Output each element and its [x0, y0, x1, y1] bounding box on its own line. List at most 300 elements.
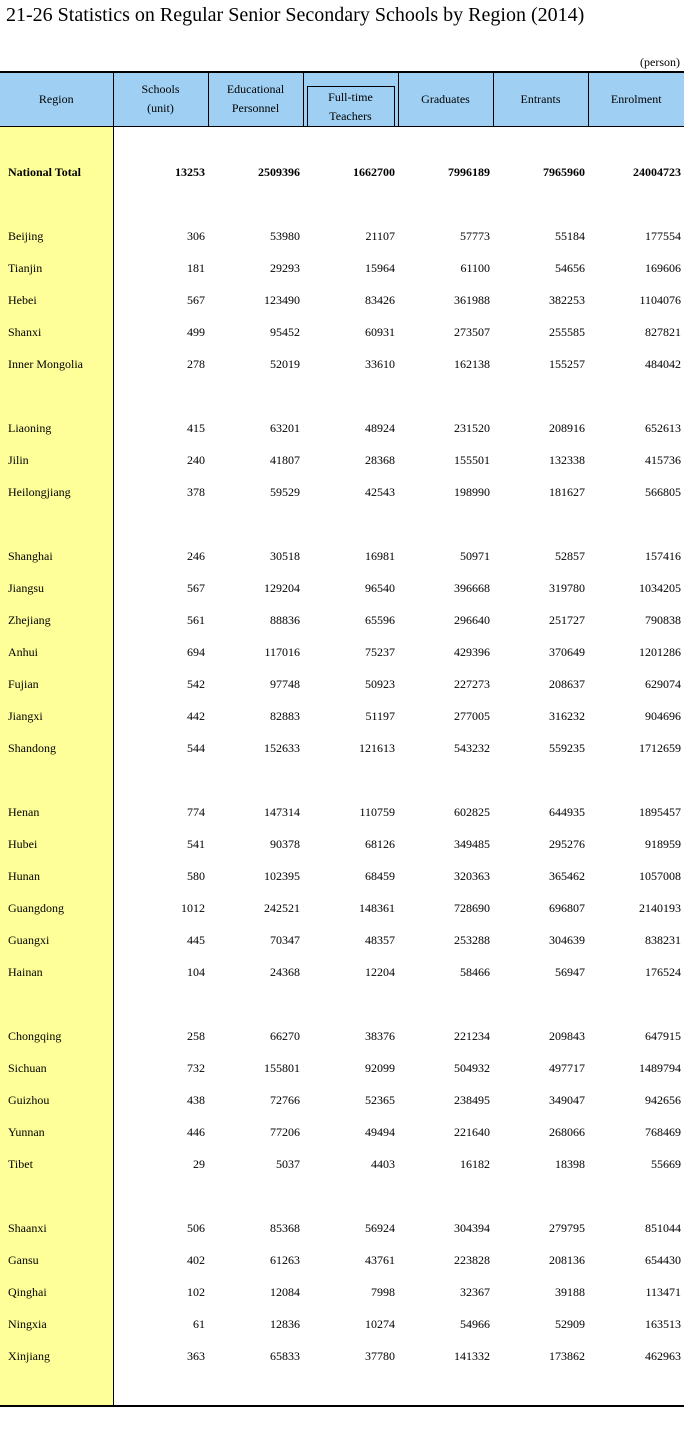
cell-educational-personnel: 59529 [270, 485, 300, 499]
spacer-cell [113, 1373, 208, 1406]
cell-schools: 438 [187, 1093, 205, 1107]
table-row [0, 669, 684, 701]
cell-fulltime-teachers: 37780 [365, 1349, 395, 1363]
spacer-cell [208, 381, 303, 413]
cell-entrants: 304639 [549, 933, 585, 947]
cell-entrants: 255585 [549, 325, 585, 339]
cell-schools: 378 [187, 485, 205, 499]
header-schools: Schools (unit) [113, 72, 208, 126]
cell-graduates: 728690 [454, 901, 490, 915]
cell-educational-personnel: 117016 [264, 645, 300, 659]
cell-educational-personnel: 2509396 [258, 165, 300, 179]
cell-enrolment: 1895457 [639, 805, 681, 819]
cell-enrolment: 1057008 [639, 869, 681, 883]
cell-graduates: 32367 [460, 1285, 490, 1299]
table-row [0, 925, 684, 957]
spacer-cell [493, 1181, 588, 1213]
cell-region: Ningxia [0, 1309, 113, 1341]
cell-educational-personnel: 97748 [270, 677, 300, 691]
cell-schools: 442 [187, 709, 205, 723]
spacer-cell [208, 765, 303, 797]
spacer-cell [493, 1373, 588, 1406]
cell-region: Xinjiang [0, 1341, 113, 1373]
cell-region: Tianjin [0, 253, 113, 285]
table-row [0, 1021, 684, 1053]
cell-fulltime-teachers: 28368 [365, 453, 395, 467]
cell-graduates: 504932 [454, 1061, 490, 1075]
cell-educational-personnel: 88836 [270, 613, 300, 627]
cell-region: Hainan [0, 957, 113, 989]
cell-educational-personnel: 63201 [270, 421, 300, 435]
cell-enrolment: 484042 [645, 357, 681, 371]
cell-enrolment: 169606 [645, 261, 681, 275]
cell-entrants: 55184 [555, 229, 585, 243]
spacer-cell [398, 189, 493, 221]
spacer-cell [113, 765, 208, 797]
cell-schools: 258 [187, 1029, 205, 1043]
cell-fulltime-teachers: 68459 [365, 869, 395, 883]
cell-educational-personnel: 70347 [270, 933, 300, 947]
cell-fulltime-teachers: 33610 [365, 357, 395, 371]
cell-educational-personnel: 123490 [264, 293, 300, 307]
cell-fulltime-teachers: 21107 [365, 229, 395, 243]
table-row [0, 1341, 684, 1373]
cell-schools: 306 [187, 229, 205, 243]
table-body [0, 126, 684, 1406]
cell-enrolment: 24004723 [633, 165, 681, 179]
cell-schools: 1012 [181, 901, 205, 915]
cell-schools: 732 [187, 1061, 205, 1075]
cell-enrolment: 157416 [645, 549, 681, 563]
spacer-cell [588, 1373, 684, 1406]
cell-graduates: 16182 [460, 1157, 490, 1171]
cell-region: Hunan [0, 861, 113, 893]
spacer-cell [113, 989, 208, 1021]
cell-educational-personnel: 147314 [264, 805, 300, 819]
cell-schools: 278 [187, 357, 205, 371]
cell-schools: 774 [187, 805, 205, 819]
cell-educational-personnel: 24368 [270, 965, 300, 979]
cell-graduates: 155501 [454, 453, 490, 467]
cell-educational-personnel: 29293 [270, 261, 300, 275]
spacer-cell [588, 126, 684, 157]
cell-region: Guangdong [0, 893, 113, 925]
cell-schools: 402 [187, 1253, 205, 1267]
spacer-cell [0, 509, 113, 541]
table-row [0, 829, 684, 861]
cell-entrants: 559235 [549, 741, 585, 755]
table-row [0, 317, 684, 349]
cell-educational-personnel: 12084 [270, 1285, 300, 1299]
cell-entrants: 251727 [549, 613, 585, 627]
cell-fulltime-teachers: 43761 [365, 1253, 395, 1267]
header-educational-personnel: Educational Personnel [208, 72, 303, 126]
cell-entrants: 319780 [549, 581, 585, 595]
spacer-cell [0, 765, 113, 797]
cell-fulltime-teachers: 121613 [359, 741, 395, 755]
cell-graduates: 296640 [454, 613, 490, 627]
spacer-cell [493, 509, 588, 541]
table-row [0, 701, 684, 733]
cell-fulltime-teachers: 16981 [365, 549, 395, 563]
spacer-cell [0, 189, 113, 221]
cell-enrolment: 652613 [645, 421, 681, 435]
cell-fulltime-teachers: 96540 [365, 581, 395, 595]
cell-entrants: 316232 [549, 709, 585, 723]
cell-region: Yunnan [0, 1117, 113, 1149]
table-row [0, 957, 684, 989]
spacer-cell [398, 1181, 493, 1213]
cell-entrants: 696807 [549, 901, 585, 915]
spacer-cell [398, 765, 493, 797]
spacer-cell [303, 1181, 398, 1213]
spacer-cell [588, 509, 684, 541]
spacer-cell [0, 126, 113, 157]
cell-enrolment: 113471 [645, 1285, 681, 1299]
header-row [0, 72, 684, 126]
spacer-cell [493, 189, 588, 221]
cell-entrants: 54656 [555, 261, 585, 275]
cell-entrants: 208916 [549, 421, 585, 435]
cell-enrolment: 462963 [645, 1349, 681, 1363]
cell-enrolment: 1034205 [639, 581, 681, 595]
cell-schools: 445 [187, 933, 205, 947]
table-row [0, 605, 684, 637]
spacer-cell [303, 126, 398, 157]
cell-entrants: 132338 [549, 453, 585, 467]
spacer-cell [208, 989, 303, 1021]
table-row [0, 1309, 684, 1341]
cell-fulltime-teachers: 92099 [365, 1061, 395, 1075]
cell-region: Guizhou [0, 1085, 113, 1117]
unit-note: (person) [640, 55, 680, 69]
cell-schools: 506 [187, 1221, 205, 1235]
cell-entrants: 18398 [555, 1157, 585, 1171]
cell-graduates: 58466 [460, 965, 490, 979]
cell-educational-personnel: 72766 [270, 1093, 300, 1107]
spacer-row [0, 1181, 684, 1213]
cell-graduates: 57773 [460, 229, 490, 243]
cell-region: Guangxi [0, 925, 113, 957]
spacer-cell [303, 189, 398, 221]
cell-fulltime-teachers: 1662700 [353, 165, 395, 179]
table-row [0, 1117, 684, 1149]
cell-fulltime-teachers: 49494 [365, 1125, 395, 1139]
spacer-cell [398, 126, 493, 157]
cell-schools: 499 [187, 325, 205, 339]
cell-graduates: 361988 [454, 293, 490, 307]
cell-educational-personnel: 155801 [264, 1061, 300, 1075]
cell-fulltime-teachers: 48357 [365, 933, 395, 947]
cell-enrolment: 904696 [645, 709, 681, 723]
cell-fulltime-teachers: 60931 [365, 325, 395, 339]
cell-graduates: 141332 [454, 1349, 490, 1363]
table-row [0, 1053, 684, 1085]
table-row [0, 253, 684, 285]
cell-educational-personnel: 61263 [270, 1253, 300, 1267]
cell-educational-personnel: 12836 [270, 1317, 300, 1331]
cell-enrolment: 851044 [645, 1221, 681, 1235]
page-title: 21-26 Statistics on Regular Senior Secondary Schools by Region (2014) [6, 4, 585, 26]
header-entrants: Entrants [493, 72, 588, 126]
spacer-cell [303, 765, 398, 797]
cell-schools: 363 [187, 1349, 205, 1363]
cell-educational-personnel: 82883 [270, 709, 300, 723]
cell-educational-personnel: 41807 [270, 453, 300, 467]
spacer-row [0, 381, 684, 413]
cell-entrants: 370649 [549, 645, 585, 659]
cell-entrants: 382253 [549, 293, 585, 307]
cell-educational-personnel: 242521 [264, 901, 300, 915]
spacer-cell [0, 381, 113, 413]
cell-fulltime-teachers: 10274 [365, 1317, 395, 1331]
spacer-cell [493, 989, 588, 1021]
spacer-cell [208, 126, 303, 157]
cell-entrants: 52909 [555, 1317, 585, 1331]
cell-schools: 542 [187, 677, 205, 691]
cell-fulltime-teachers: 110759 [359, 805, 395, 819]
cell-entrants: 39188 [555, 1285, 585, 1299]
cell-entrants: 209843 [549, 1029, 585, 1043]
cell-educational-personnel: 65833 [270, 1349, 300, 1363]
cell-schools: 61 [193, 1317, 205, 1331]
cell-educational-personnel: 90378 [270, 837, 300, 851]
table-row [0, 413, 684, 445]
cell-graduates: 198990 [454, 485, 490, 499]
cell-enrolment: 827821 [645, 325, 681, 339]
table-row [0, 349, 684, 381]
spacer-cell [493, 765, 588, 797]
cell-graduates: 54966 [460, 1317, 490, 1331]
cell-schools: 415 [187, 421, 205, 435]
cell-schools: 561 [187, 613, 205, 627]
cell-enrolment: 942656 [645, 1093, 681, 1107]
cell-fulltime-teachers: 4403 [371, 1157, 395, 1171]
cell-graduates: 221234 [454, 1029, 490, 1043]
cell-fulltime-teachers: 65596 [365, 613, 395, 627]
cell-fulltime-teachers: 51197 [365, 709, 395, 723]
cell-enrolment: 1489794 [639, 1061, 681, 1075]
cell-graduates: 349485 [454, 837, 490, 851]
table-row [0, 1245, 684, 1277]
table-row [0, 861, 684, 893]
spacer-row [0, 509, 684, 541]
spacer-cell [208, 509, 303, 541]
cell-region: Shandong [0, 733, 113, 765]
cell-schools: 102 [187, 1285, 205, 1299]
cell-graduates: 277005 [454, 709, 490, 723]
cell-educational-personnel: 77206 [270, 1125, 300, 1139]
statistics-table [0, 71, 684, 1407]
spacer-cell [398, 989, 493, 1021]
cell-graduates: 223828 [454, 1253, 490, 1267]
cell-region: Liaoning [0, 413, 113, 445]
cell-graduates: 543232 [454, 741, 490, 755]
cell-entrants: 208136 [549, 1253, 585, 1267]
spacer-cell [398, 509, 493, 541]
spacer-cell [588, 189, 684, 221]
table-row [0, 797, 684, 829]
cell-enrolment: 415736 [645, 453, 681, 467]
cell-entrants: 155257 [549, 357, 585, 371]
cell-educational-personnel: 53980 [270, 229, 300, 243]
spacer-cell [493, 381, 588, 413]
cell-graduates: 429396 [454, 645, 490, 659]
cell-region: Qinghai [0, 1277, 113, 1309]
cell-entrants: 349047 [549, 1093, 585, 1107]
cell-fulltime-teachers: 42543 [365, 485, 395, 499]
spacer-cell [303, 381, 398, 413]
spacer-cell [303, 1373, 398, 1406]
spacer-cell [0, 989, 113, 1021]
cell-region: Tibet [0, 1149, 113, 1181]
spacer-row [0, 989, 684, 1021]
cell-entrants: 52857 [555, 549, 585, 563]
cell-graduates: 61100 [460, 261, 490, 275]
cell-enrolment: 768469 [645, 1125, 681, 1139]
table-row [0, 573, 684, 605]
cell-region: Shanxi [0, 317, 113, 349]
cell-fulltime-teachers: 38376 [365, 1029, 395, 1043]
cell-schools: 29 [193, 1157, 205, 1171]
cell-graduates: 7996189 [448, 165, 490, 179]
cell-fulltime-teachers: 12204 [365, 965, 395, 979]
cell-entrants: 181627 [549, 485, 585, 499]
header-enrolment: Enrolment [588, 72, 684, 126]
cell-region: Inner Mongolia [0, 349, 113, 381]
cell-entrants: 56947 [555, 965, 585, 979]
cell-enrolment: 838231 [645, 933, 681, 947]
cell-entrants: 497717 [549, 1061, 585, 1075]
cell-enrolment: 654430 [645, 1253, 681, 1267]
spacer-cell [588, 381, 684, 413]
cell-graduates: 396668 [454, 581, 490, 595]
cell-entrants: 644935 [549, 805, 585, 819]
cell-region: Jiangxi [0, 701, 113, 733]
cell-educational-personnel: 52019 [270, 357, 300, 371]
table-row [0, 1149, 684, 1181]
cell-enrolment: 2140193 [639, 901, 681, 915]
cell-region: Chongqing [0, 1021, 113, 1053]
cell-graduates: 320363 [454, 869, 490, 883]
table-row [0, 445, 684, 477]
table-row [0, 893, 684, 925]
spacer-cell [113, 509, 208, 541]
spacer-cell [303, 989, 398, 1021]
cell-entrants: 279795 [549, 1221, 585, 1235]
cell-fulltime-teachers: 75237 [365, 645, 395, 659]
cell-schools: 246 [187, 549, 205, 563]
spacer-cell [303, 509, 398, 541]
table-row [0, 1277, 684, 1309]
table-row [0, 1085, 684, 1117]
cell-entrants: 208637 [549, 677, 585, 691]
spacer-cell [113, 1181, 208, 1213]
cell-fulltime-teachers: 148361 [359, 901, 395, 915]
spacer-cell [588, 989, 684, 1021]
cell-region: Henan [0, 797, 113, 829]
cell-entrants: 7965960 [543, 165, 585, 179]
cell-region: Gansu [0, 1245, 113, 1277]
cell-fulltime-teachers: 7998 [371, 1285, 395, 1299]
cell-graduates: 238495 [454, 1093, 490, 1107]
cell-enrolment: 163513 [645, 1317, 681, 1331]
spacer-cell [398, 381, 493, 413]
table-row [0, 541, 684, 573]
cell-region: Anhui [0, 637, 113, 669]
spacer-cell [113, 381, 208, 413]
cell-region: Sichuan [0, 1053, 113, 1085]
cell-graduates: 221640 [454, 1125, 490, 1139]
cell-educational-personnel: 30518 [270, 549, 300, 563]
spacer-cell [588, 765, 684, 797]
cell-region: Hebei [0, 285, 113, 317]
spacer-cell [493, 126, 588, 157]
cell-region: Hubei [0, 829, 113, 861]
spacer-row [0, 126, 684, 157]
cell-educational-personnel: 95452 [270, 325, 300, 339]
spacer-row [0, 1373, 684, 1406]
cell-educational-personnel: 152633 [264, 741, 300, 755]
cell-region: Jilin [0, 445, 113, 477]
cell-schools: 580 [187, 869, 205, 883]
cell-graduates: 162138 [454, 357, 490, 371]
cell-fulltime-teachers: 15964 [365, 261, 395, 275]
national-total-row [0, 157, 684, 189]
cell-schools: 446 [187, 1125, 205, 1139]
table-row [0, 733, 684, 765]
cell-schools: 544 [187, 741, 205, 755]
cell-entrants: 365462 [549, 869, 585, 883]
cell-schools: 541 [187, 837, 205, 851]
cell-region: Shaanxi [0, 1213, 113, 1245]
cell-enrolment: 790838 [645, 613, 681, 627]
cell-fulltime-teachers: 68126 [365, 837, 395, 851]
cell-enrolment: 1201286 [639, 645, 681, 659]
cell-enrolment: 177554 [645, 229, 681, 243]
cell-region: Jiangsu [0, 573, 113, 605]
cell-schools: 694 [187, 645, 205, 659]
cell-schools: 567 [187, 581, 205, 595]
spacer-cell [0, 1181, 113, 1213]
cell-schools: 13253 [175, 165, 205, 179]
cell-educational-personnel: 85368 [270, 1221, 300, 1235]
spacer-row [0, 189, 684, 221]
cell-enrolment: 566805 [645, 485, 681, 499]
header-region: Region [0, 72, 113, 126]
cell-schools: 240 [187, 453, 205, 467]
cell-educational-personnel: 102395 [264, 869, 300, 883]
cell-fulltime-teachers: 56924 [365, 1221, 395, 1235]
table-row [0, 221, 684, 253]
cell-enrolment: 55669 [651, 1157, 681, 1171]
cell-graduates: 602825 [454, 805, 490, 819]
cell-entrants: 268066 [549, 1125, 585, 1139]
spacer-cell [113, 126, 208, 157]
cell-fulltime-teachers: 83426 [365, 293, 395, 307]
cell-region: Zhejiang [0, 605, 113, 637]
cell-fulltime-teachers: 48924 [365, 421, 395, 435]
cell-graduates: 273507 [454, 325, 490, 339]
cell-graduates: 227273 [454, 677, 490, 691]
cell-graduates: 50971 [460, 549, 490, 563]
cell-graduates: 304394 [454, 1221, 490, 1235]
spacer-cell [398, 1373, 493, 1406]
cell-educational-personnel: 5037 [276, 1157, 300, 1171]
table-row [0, 637, 684, 669]
cell-schools: 567 [187, 293, 205, 307]
cell-enrolment: 647915 [645, 1029, 681, 1043]
